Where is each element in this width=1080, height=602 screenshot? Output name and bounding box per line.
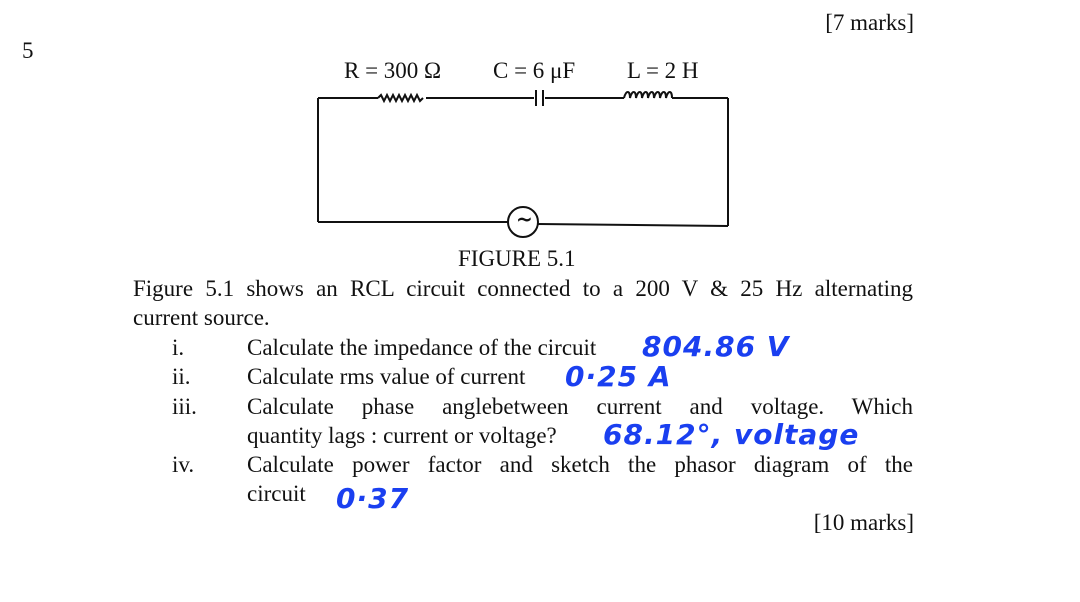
item-iii-text-line2: quantity lags : current or voltage?	[247, 423, 557, 448]
item-iii-answer: 68.12°, voltage	[603, 418, 860, 451]
question-intro-line1: Figure 5.1 shows an RCL circuit connected to a 200 V & 25 Hz alternating	[133, 276, 913, 301]
item-i-numeral: i.	[172, 335, 185, 360]
question-intro-line2: current source.	[133, 305, 270, 330]
marks-bottom: [10 marks]	[813, 510, 914, 535]
item-iv-answer: 0·37	[336, 482, 410, 515]
item-i-answer: 804.86 V	[642, 330, 790, 363]
item-iv-numeral: iv.	[172, 452, 195, 477]
resistor-label: R = 300 Ω	[344, 58, 442, 83]
capacitor-label: C = 6 μF	[493, 58, 576, 83]
item-ii-text: Calculate rms value of current	[247, 364, 526, 389]
item-iii-numeral: iii.	[172, 394, 197, 419]
item-i-text: Calculate the impedance of the circuit	[247, 335, 597, 360]
inductor-label: L = 2 H	[627, 58, 699, 83]
figure-caption: FIGURE 5.1	[458, 246, 576, 271]
bottom-wire-right	[538, 224, 728, 226]
inductor-coil	[624, 92, 672, 98]
item-iv-text-line1: Calculate power factor and sketch the phasor diagram of the	[247, 452, 913, 477]
item-iii-text-line1: Calculate phase anglebetween current and voltage. Which	[247, 394, 913, 419]
resistor-zigzag	[378, 95, 423, 101]
item-ii-numeral: ii.	[172, 364, 191, 389]
ac-source-symbol: ~	[516, 207, 533, 231]
marks-top: [7 marks]	[825, 10, 914, 35]
item-iv-text-line2: circuit	[247, 481, 306, 506]
question-number: 5	[22, 38, 34, 63]
item-ii-answer: 0·25 A	[565, 360, 672, 393]
rcl-circuit-diagram	[0, 0, 1080, 260]
